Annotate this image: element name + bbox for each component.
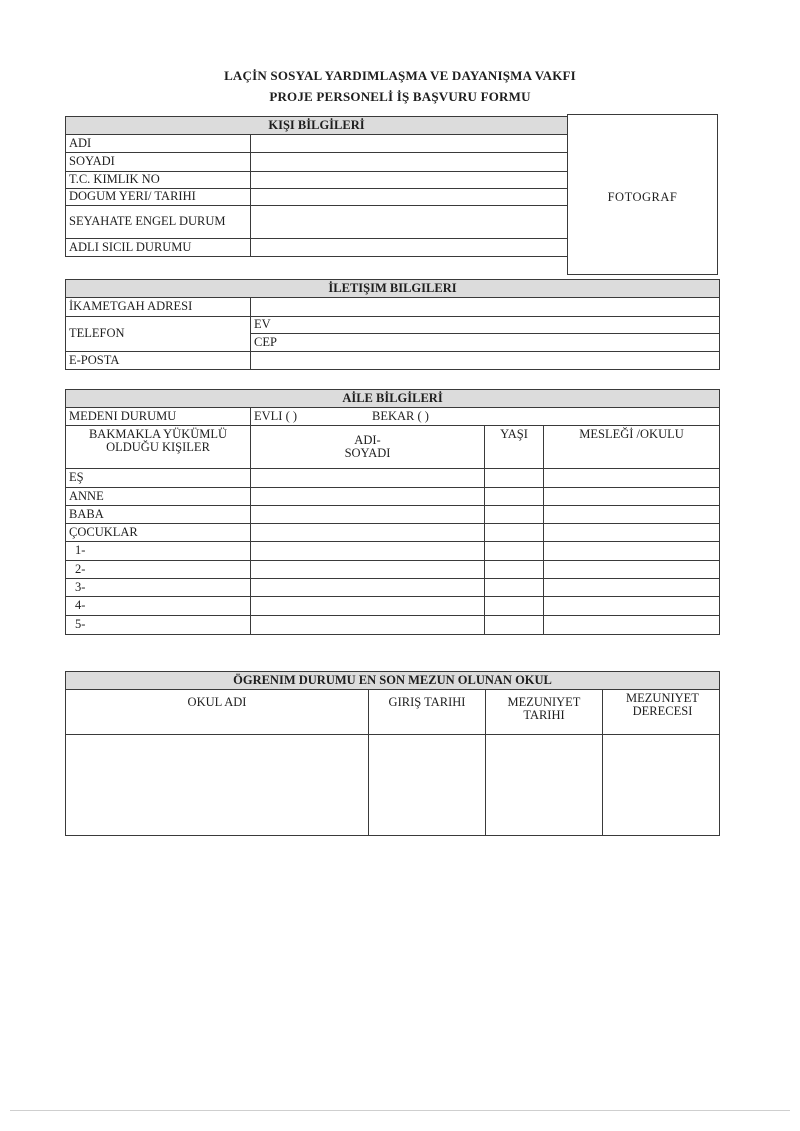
father-age-field[interactable]	[485, 506, 544, 524]
school-name-field[interactable]	[66, 735, 369, 836]
child-5-label: 5-	[66, 616, 251, 635]
graduation-date-column-header: MEZUNIYET TARIHI	[486, 690, 603, 735]
child-2-job-field[interactable]	[544, 561, 720, 579]
graduation-date-field[interactable]	[486, 735, 603, 836]
child-2-name-field[interactable]	[251, 561, 485, 579]
personal-info-heading: KIŞI BİLGİLERİ	[66, 117, 568, 135]
mother-age-field[interactable]	[485, 488, 544, 506]
child-3-label: 3-	[66, 579, 251, 597]
child-3-name-field[interactable]	[251, 579, 485, 597]
child-2-label: 2-	[66, 561, 251, 579]
birth-place-date-label: DOGUM YERI/ TARIHI	[66, 189, 251, 206]
child-1-job-field[interactable]	[544, 542, 720, 561]
contact-info-heading: İLETIŞIM BILGILERI	[66, 280, 720, 298]
child-1-name-field[interactable]	[251, 542, 485, 561]
child-2-age-field[interactable]	[485, 561, 544, 579]
child-4-age-field[interactable]	[485, 597, 544, 616]
form-title-line2: PROJE PERSONELİ İŞ BAŞVURU FORMU	[269, 89, 531, 104]
tc-id-label: T.C. KIMLIK NO	[66, 172, 251, 189]
spouse-label: EŞ	[66, 469, 251, 488]
start-date-field[interactable]	[369, 735, 486, 836]
form-title-line1: LAÇİN SOSYAL YARDIMLAŞMA VE DAYANIŞMA VAKFI	[224, 68, 576, 83]
marital-status-options	[251, 408, 720, 426]
child-4-label: 4-	[66, 597, 251, 616]
address-label: İKAMETGAH ADRESI	[66, 298, 251, 317]
graduation-degree-field[interactable]	[603, 735, 720, 836]
tc-id-field[interactable]	[251, 172, 568, 189]
child-4-name-field[interactable]	[251, 597, 485, 616]
dependents-column-header: BAKMAKLA YÜKÜMLÜ OLDUĞU KIŞILER	[66, 426, 251, 469]
child-4-job-field[interactable]	[544, 597, 720, 616]
children-job-field[interactable]	[544, 524, 720, 542]
marital-status-label: MEDENI DURUMU	[66, 408, 251, 426]
married-checkbox[interactable]: EVLI ( )	[254, 408, 298, 423]
graduation-degree-column-header: MEZUNIYET DERECESI	[603, 690, 720, 735]
address-field[interactable]	[251, 298, 720, 317]
contact-info-table	[65, 279, 720, 370]
phone-label: TELEFON	[66, 317, 251, 352]
age-column-header: YAŞI	[485, 426, 544, 469]
spouse-age-field[interactable]	[485, 469, 544, 488]
name-surname-column-header: ADI-SOYADI	[251, 426, 485, 469]
children-age-field[interactable]	[485, 524, 544, 542]
child-1-age-field[interactable]	[485, 542, 544, 561]
mother-job-field[interactable]	[544, 488, 720, 506]
phone-mobile-field[interactable]: CEP	[251, 334, 720, 352]
child-3-job-field[interactable]	[544, 579, 720, 597]
child-3-age-field[interactable]	[485, 579, 544, 597]
spouse-name-field[interactable]	[251, 469, 485, 488]
school-name-column-header: OKUL ADI	[66, 690, 369, 735]
criminal-record-field[interactable]	[251, 239, 568, 257]
father-name-field[interactable]	[251, 506, 485, 524]
name-field[interactable]	[251, 135, 568, 153]
family-info-heading: AİLE BİLGİLERİ	[66, 390, 720, 408]
child-5-name-field[interactable]	[251, 616, 485, 635]
birth-place-date-field[interactable]	[251, 189, 568, 206]
children-label: ÇOCUKLAR	[66, 524, 251, 542]
name-label: ADI	[66, 135, 251, 153]
child-1-label: 1-	[66, 542, 251, 561]
scan-edge-line	[10, 1110, 790, 1111]
travel-restriction-label: SEYAHATE ENGEL DURUM	[66, 206, 251, 239]
education-table	[65, 671, 720, 836]
surname-field[interactable]	[251, 153, 568, 172]
child-5-job-field[interactable]	[544, 616, 720, 635]
father-job-field[interactable]	[544, 506, 720, 524]
mother-name-field[interactable]	[251, 488, 485, 506]
start-date-column-header: GIRIŞ TARIHI	[369, 690, 486, 735]
single-checkbox[interactable]: BEKAR ( )	[372, 408, 429, 423]
occupation-column-header: MESLEĞİ /OKULU	[544, 426, 720, 469]
travel-restriction-field[interactable]	[251, 206, 568, 239]
phone-home-field[interactable]: EV	[251, 317, 720, 334]
father-label: BABA	[66, 506, 251, 524]
spouse-job-field[interactable]	[544, 469, 720, 488]
child-5-age-field[interactable]	[485, 616, 544, 635]
education-heading: ÖGRENIM DURUMU EN SON MEZUN OLUNAN OKUL	[66, 672, 720, 690]
personal-info-table	[65, 116, 568, 257]
photo-box	[567, 114, 718, 275]
children-name-field[interactable]	[251, 524, 485, 542]
criminal-record-label: ADLI SICIL DURUMU	[66, 239, 251, 257]
email-label: E-POSTA	[66, 352, 251, 370]
photo-label: FOTOGRAF	[607, 190, 678, 204]
family-info-table	[65, 389, 720, 635]
email-field[interactable]	[251, 352, 720, 370]
surname-label: SOYADI	[66, 153, 251, 172]
mother-label: ANNE	[66, 488, 251, 506]
